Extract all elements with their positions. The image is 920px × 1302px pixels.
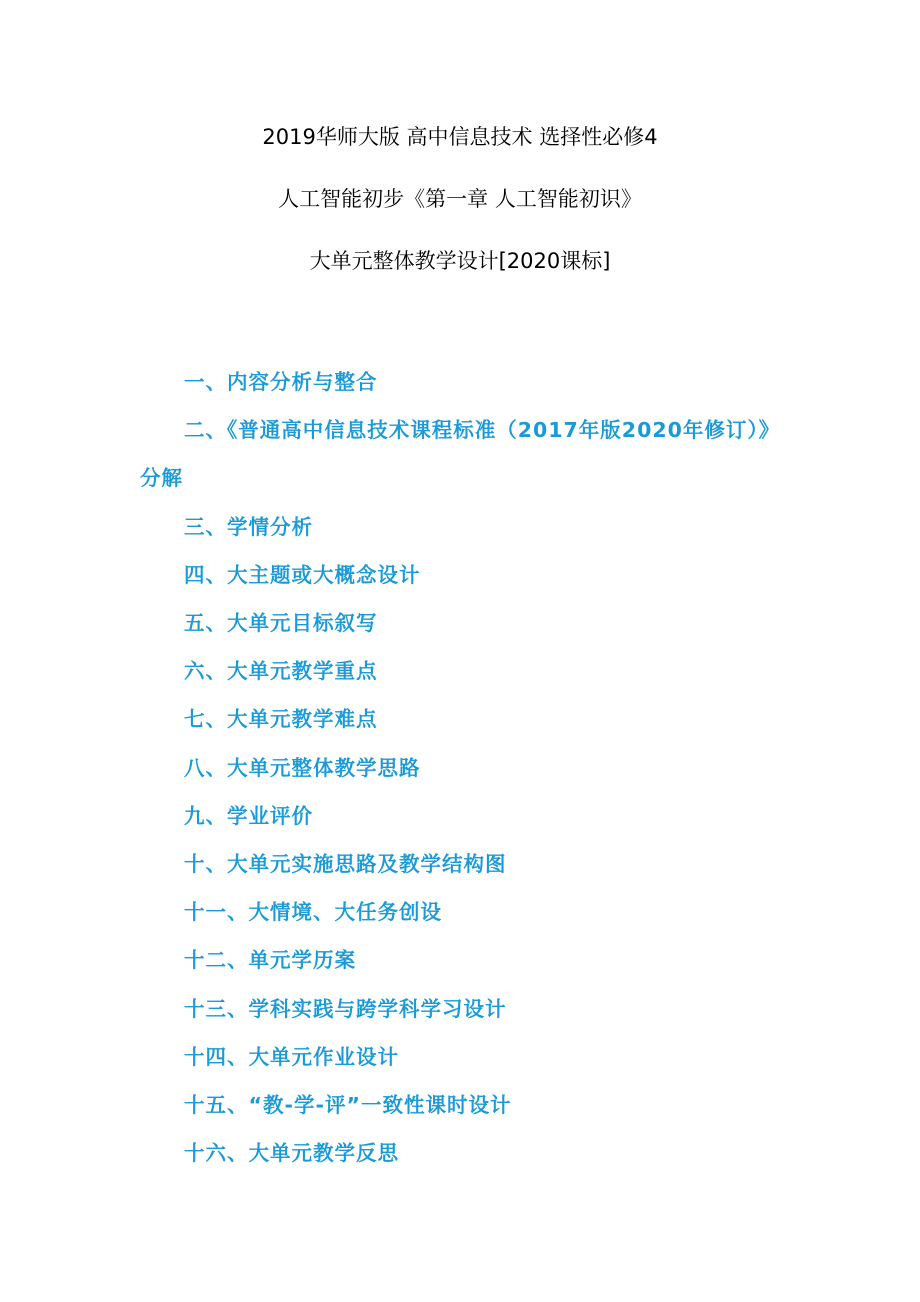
document-title-block: [0, 118, 920, 280]
toc-item-15[interactable]: 十五、“教-学-评”一致性课时设计: [184, 1093, 512, 1118]
toc-item-9[interactable]: 九、学业评价: [184, 803, 313, 828]
title-line-3: 大单元整体教学设计[2020课标]: [309, 249, 611, 273]
toc-item-6[interactable]: 六、大单元教学重点: [184, 659, 378, 684]
table-of-contents: [140, 358, 788, 1177]
toc-item-13[interactable]: 十三、学科实践与跨学科学习设计: [184, 996, 507, 1021]
toc-item-1[interactable]: 一、内容分析与整合: [184, 370, 378, 394]
toc-item-10[interactable]: 十、大单元实施思路及教学结构图: [184, 852, 507, 877]
toc-item-14[interactable]: 十四、大单元作业设计: [184, 1044, 399, 1069]
toc-item-5[interactable]: 五、大单元目标叙写: [184, 611, 378, 636]
toc-item-7[interactable]: 七、大单元教学难点: [184, 707, 378, 732]
toc-item-11[interactable]: 十一、大情境、大任务创设: [184, 900, 442, 925]
title-line-2: 人工智能初步《第一章 人工智能初识》: [278, 187, 642, 211]
toc-item-12[interactable]: 十二、单元学历案: [184, 948, 356, 973]
title-line-1: 2019华师大版 高中信息技术 选择性必修4: [262, 125, 658, 149]
toc-item-2[interactable]: 二、《普通高中信息技术课程标准（2017年版2020年修订）》分解: [140, 418, 781, 491]
toc-item-16[interactable]: 十六、大单元教学反思: [184, 1141, 399, 1166]
toc-item-8[interactable]: 八、大单元整体教学思路: [184, 755, 421, 780]
toc-item-4[interactable]: 四、大主题或大概念设计: [184, 562, 421, 587]
toc-item-3[interactable]: 三、学情分析: [184, 514, 313, 539]
